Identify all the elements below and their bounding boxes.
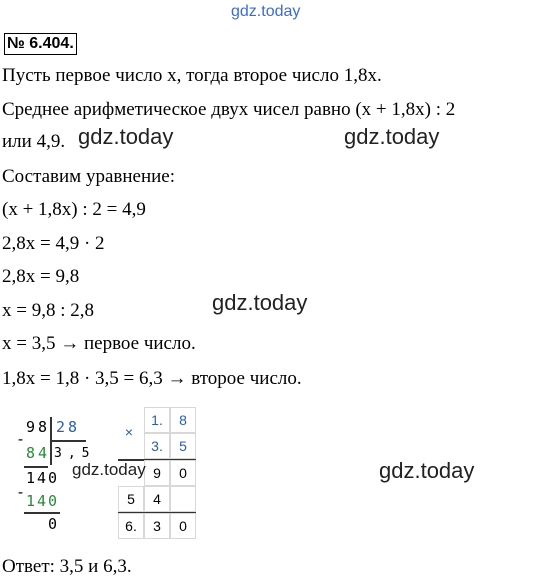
answer: Ответ: 3,5 и 6,3. bbox=[2, 556, 132, 577]
watermark-top: gdz.today bbox=[231, 3, 301, 20]
line-7: 2,8x = 9,8 bbox=[2, 266, 80, 287]
line-1: Пусть первое число x, тогда второе число 1,8x. bbox=[2, 65, 382, 86]
mult-row2-cell2: 5 bbox=[170, 433, 196, 459]
division-minus-1: - bbox=[16, 430, 26, 448]
line-10: 1,8x = 1,8 · 3,5 = 6,3 → второе число. bbox=[2, 368, 302, 389]
division-step-1: 84 bbox=[26, 444, 51, 462]
line-4: Составим уравнение: bbox=[2, 166, 176, 187]
mult-row4-cell1: 5 bbox=[118, 486, 144, 512]
division-bar-horizontal bbox=[50, 440, 86, 442]
mult-row5-cell3: 0 bbox=[170, 513, 196, 539]
mult-row3-cell1: 9 bbox=[144, 460, 170, 486]
division-remainder-1: 140 bbox=[26, 469, 60, 487]
mult-row4-cell2: 4 bbox=[144, 486, 170, 512]
line-9: x = 3,5 → первое число. bbox=[2, 333, 196, 354]
division-minus-2: - bbox=[16, 483, 26, 501]
division-quotient: 3,5 bbox=[54, 446, 96, 461]
line-8: x = 9,8 : 2,8 bbox=[2, 300, 94, 321]
line-3: или 4,9. bbox=[2, 131, 66, 152]
mult-row2-cell1: 3. bbox=[144, 433, 170, 459]
division-step-2: 140 bbox=[26, 492, 60, 510]
division-dividend: 98 bbox=[26, 418, 51, 436]
division-underline-1 bbox=[24, 466, 48, 468]
watermark: gdz.today bbox=[72, 460, 146, 479]
watermark: gdz.today bbox=[344, 124, 440, 149]
division-underline-2 bbox=[24, 512, 60, 514]
mult-row4-cell3 bbox=[170, 486, 196, 512]
mult-sign: × bbox=[124, 424, 134, 440]
division-remainder-2: 0 bbox=[48, 515, 58, 533]
mult-row5-cell1: 6. bbox=[118, 513, 144, 539]
mult-row5-cell2: 3 bbox=[144, 513, 170, 539]
line-6: 2,8x = 4,9 · 2 bbox=[2, 233, 105, 254]
mult-row1-cell1: 1. bbox=[144, 407, 170, 433]
mult-row3-cell2: 0 bbox=[170, 460, 196, 486]
line-5: (x + 1,8x) : 2 = 4,9 bbox=[2, 199, 146, 220]
watermark: gdz.today bbox=[212, 290, 308, 315]
watermark: gdz.today bbox=[78, 124, 174, 149]
mult-row1-cell2: 8 bbox=[170, 407, 196, 433]
watermark: gdz.today bbox=[379, 458, 475, 483]
division-divisor: 28 bbox=[56, 418, 81, 436]
problem-number: № 6.404. bbox=[4, 33, 77, 55]
line-2: Среднее арифметическое двух чисел равно (x + 1,8x) : 2 bbox=[2, 99, 456, 120]
